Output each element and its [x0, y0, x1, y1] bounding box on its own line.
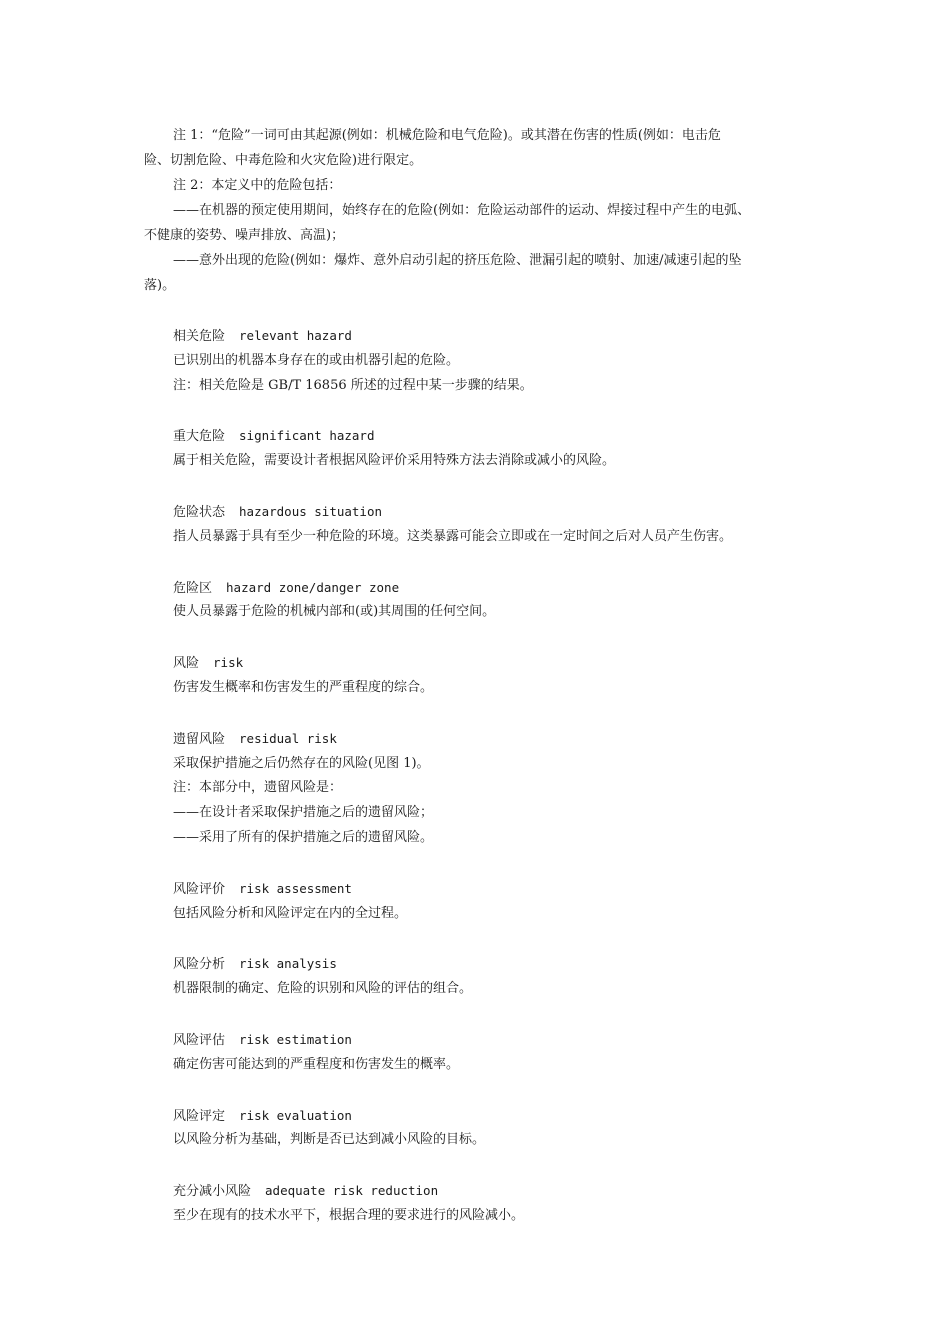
term-heading: [173, 880, 352, 899]
term-definition-line: 已识别出的机器本身存在的或由机器引起的危险。: [173, 353, 460, 368]
term-chinese: 重大危险: [173, 429, 226, 444]
term-english: hazardous situation: [239, 504, 383, 519]
term-heading: [173, 1031, 352, 1050]
term-heading: [173, 427, 374, 446]
term-english: significant hazard: [239, 428, 375, 443]
term-definition-line: 注：相关危险是 GB/T 16856 所述的过程中某一步骤的结果。: [173, 378, 533, 393]
term-english: relevant hazard: [239, 328, 352, 343]
term-definition-line: 机器限制的确定、危险的识别和风险的评估的组合。: [173, 981, 473, 996]
term-chinese: 风险评价: [173, 882, 226, 897]
note-1-line-1: 注 1：“危险”一词可由其起源(例如：机械危险和电气危险)。或其潜在伤害的性质(例如：电击危: [173, 128, 721, 143]
term-definition-line: 伤害发生概率和伤害发生的严重程度的综合。: [173, 680, 434, 695]
term-heading: [173, 654, 243, 673]
term-definition-line: 属于相关危险，需要设计者根据风险评价采用特殊方法去消除或减小的风险。: [173, 453, 616, 468]
note-2: 注 2：本定义中的危险包括：: [173, 178, 342, 193]
note-2-item-2-line-2: 落)。: [144, 278, 176, 293]
term-chinese: 相关危险: [173, 329, 226, 344]
term-definition-line: 指人员暴露于具有至少一种危险的环境。这类暴露可能会立即或在一定时间之后对人员产生伤害。: [173, 529, 733, 544]
term-chinese: 风险: [173, 656, 200, 671]
term-chinese: 危险区: [173, 581, 213, 596]
term-definition-line: 至少在现有的技术水平下，根据合理的要求进行的风险减小。: [173, 1208, 525, 1223]
term-definition-line: 使人员暴露于危险的机械内部和(或)其周围的任何空间。: [173, 604, 496, 619]
term-chinese: 充分减小风险: [173, 1184, 252, 1199]
term-definition-line: 以风险分析为基础，判断是否已达到减小风险的目标。: [173, 1132, 486, 1147]
term-definition-line: ——在设计者采取保护措施之后的遗留风险；: [173, 805, 434, 820]
note-2-item-2-line-1: ——意外出现的危险(例如：爆炸、意外启动引起的挤压危险、泄漏引起的喷射、加速/减速引起的坠: [173, 253, 742, 268]
term-heading: [173, 1182, 438, 1201]
term-english: residual risk: [239, 731, 337, 746]
term-definition-line: 确定伤害可能达到的严重程度和伤害发生的概率。: [173, 1057, 460, 1072]
term-definition-line: 包括风险分析和风险评定在内的全过程。: [173, 906, 408, 921]
term-heading: [173, 1107, 352, 1126]
term-chinese: 遗留风险: [173, 732, 226, 747]
term-heading: [173, 503, 382, 522]
term-chinese: 风险评估: [173, 1033, 226, 1048]
term-english: risk evaluation: [239, 1108, 352, 1123]
term-heading: [173, 327, 352, 346]
term-heading: [173, 730, 337, 749]
note-1-line-2: 险、切割危险、中毒危险和火灾危险)进行限定。: [144, 153, 423, 168]
note-2-item-1-line-1: ——在机器的预定使用期间，始终存在的危险(例如：危险运动部件的运动、焊接过程中产生的电弧、: [173, 203, 751, 218]
term-english: risk: [213, 655, 244, 670]
term-heading: [173, 579, 399, 598]
term-chinese: 危险状态: [173, 505, 226, 520]
term-definition-line: 注：本部分中，遗留风险是：: [173, 780, 343, 795]
term-english: risk analysis: [239, 956, 337, 971]
term-english: risk assessment: [239, 881, 352, 896]
term-definition-line: 采取保护措施之后仍然存在的风险(见图 1)。: [173, 756, 430, 771]
term-english: hazard zone/danger zone: [226, 580, 400, 595]
term-chinese: 风险分析: [173, 957, 226, 972]
term-english: adequate risk reduction: [265, 1183, 439, 1198]
term-definition-line: ——采用了所有的保护措施之后的遗留风险。: [173, 830, 434, 845]
term-chinese: 风险评定: [173, 1109, 226, 1124]
term-heading: [173, 955, 337, 974]
note-2-item-1-line-2: 不健康的姿势、噪声排放、高温)；: [144, 228, 345, 243]
term-english: risk estimation: [239, 1032, 352, 1047]
